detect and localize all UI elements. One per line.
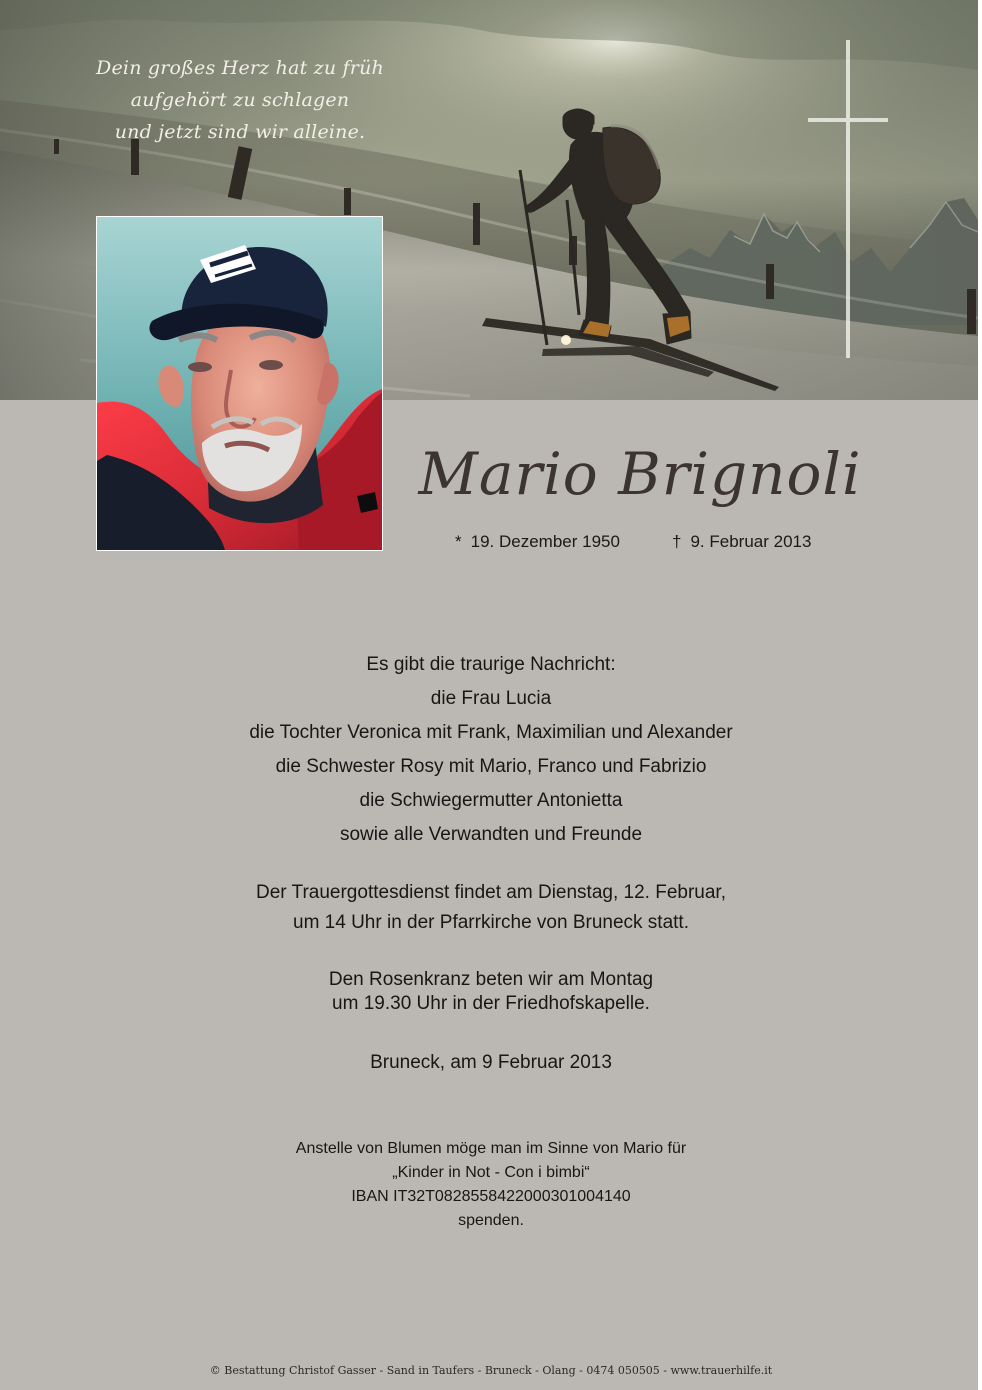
funeral-service-info: [0, 878, 982, 938]
donation-line: spenden.: [458, 1212, 524, 1229]
poem-quote: [90, 52, 390, 148]
death-date: 9. Februar 2013: [690, 532, 812, 551]
donation-line: IBAN IT32T0828558422000301004140: [351, 1188, 631, 1205]
donation-note: [0, 1137, 982, 1233]
place-date: Bruneck, am 9 Februar 2013: [370, 1052, 612, 1073]
birth-date-line: [455, 531, 620, 553]
rosary-line: Den Rosenkranz beten wir am Montag: [328, 969, 654, 990]
announcement-line: Es gibt die traurige Nachricht:: [366, 654, 616, 675]
announcement-line: die Frau Lucia: [430, 688, 552, 709]
deceased-name: Mario Brignoli: [418, 440, 862, 508]
donation-line: „Kinder in Not - Con i bimbi“: [392, 1164, 590, 1181]
portrait-photo: [96, 216, 383, 551]
service-line: Der Trauergottesdienst findet am Dienstag, 12. Februar,: [256, 882, 726, 903]
donation-line: Anstelle von Blumen möge man im Sinne von Mario für: [295, 1140, 687, 1157]
death-date-line: [672, 531, 811, 553]
funeral-home-footer: © Bestattung Christof Gasser - Sand in Taufers - Bruneck - Olang - 0474 050505 - www.trauerhilfe.it: [209, 1364, 773, 1377]
family-announcement: [0, 648, 982, 852]
poem-line-2: aufgehört zu schlagen: [130, 89, 350, 111]
service-line: um 14 Uhr in der Pfarrkirche von Bruneck statt.: [293, 912, 689, 933]
birth-date: 19. Dezember 1950: [470, 532, 620, 551]
announcement-line: die Schwester Rosy mit Mario, Franco und Fabrizio: [275, 756, 707, 777]
birth-star-icon: *: [455, 532, 462, 551]
death-cross-icon: †: [672, 532, 682, 551]
poem-line-3: und jetzt sind wir alleine.: [114, 121, 366, 143]
rosary-line: um 19.30 Uhr in der Friedhofskapelle.: [332, 993, 650, 1014]
announcement-line: die Schwiegermutter Antonietta: [359, 790, 623, 811]
poem-line-1: Dein großes Herz hat zu früh: [96, 57, 384, 79]
page-edge-border: [978, 0, 982, 1390]
announcement-line: die Tochter Veronica mit Frank, Maximilian und Alexander: [249, 722, 733, 743]
announcement-line: sowie alle Verwandten und Freunde: [339, 824, 643, 845]
rosary-info: [0, 968, 982, 1016]
